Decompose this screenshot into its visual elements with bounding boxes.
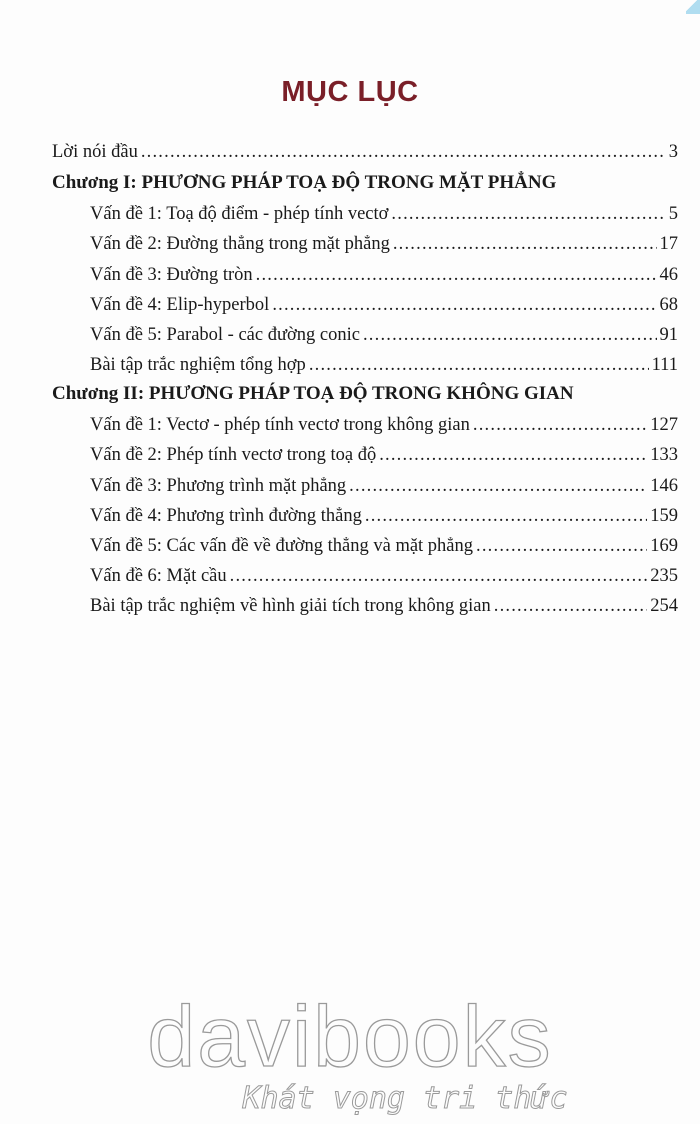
page-title: MỤC LỤC [281,76,419,108]
watermark-slogan-text: Khát vọng tri thức [242,1081,568,1116]
watermark-brand-text: davibooks [147,1000,553,1080]
toc-entry[interactable] [90,534,678,558]
toc-entry-page: 3 [668,142,678,162]
toc-entry-label: Lời nói đầu [52,142,138,162]
dot-leader [272,293,656,317]
toc-entry[interactable] [90,263,678,287]
toc-entry-page: 133 [650,445,678,465]
toc-entry-label: Vấn đề 5: Parabol - các đường conic [90,325,360,345]
toc-entry[interactable] [90,594,678,618]
toc-entry-label: Bài tập trắc nghiệm về hình giải tích trong không gian [90,596,491,616]
dot-leader [476,534,647,558]
toc-entry-page: 46 [659,265,678,285]
dot-leader [393,232,657,256]
toc-entry-page: 146 [650,476,678,496]
chapter-heading-1[interactable]: Chương I: PHƯƠNG PHÁP TOẠ ĐỘ TRONG MẶT PHẲNG [52,172,557,193]
dot-leader [379,443,647,467]
toc-entry-label: Bài tập trắc nghiệm tổng hợp [90,355,306,375]
toc-entry-page: 254 [650,596,678,616]
toc-entry-label: Vấn đề 2: Phép tính vectơ trong toạ độ [90,445,377,465]
dot-leader [473,413,647,437]
toc-entry-label: Vấn đề 3: Đường tròn [90,265,253,285]
toc-entry-page: 91 [659,325,678,345]
dot-leader [363,323,657,347]
chapter-heading-2[interactable]: Chương II: PHƯƠNG PHÁP TOẠ ĐỘ TRONG KHÔNG GIAN [52,383,574,404]
watermark-slogan-graphic [0,1078,700,1118]
dot-leader [230,564,648,588]
toc-entry-label: Vấn đề 5: Các vấn đề về đường thẳng và mặt phẳng [90,536,474,556]
toc-entry-label: Vấn đề 2: Đường thẳng trong mặt phẳng [90,234,390,254]
toc-entry-label: Vấn đề 6: Mặt cầu [90,566,227,586]
toc-entry[interactable] [90,232,678,256]
toc-entry[interactable] [90,564,678,588]
dot-leader [365,504,647,528]
toc-entry[interactable] [90,443,678,467]
page-corner-tab [686,0,700,14]
toc-entry-label: Vấn đề 1: Vectơ - phép tính vectơ trong không gian [90,415,470,435]
toc-entry[interactable] [90,353,678,377]
toc-entry[interactable] [90,202,678,226]
dot-leader [309,353,649,377]
toc-entry[interactable] [90,504,678,528]
dot-leader [494,594,648,618]
toc-entry-label: Vấn đề 1: Toạ độ điểm - phép tính vectơ [90,204,389,224]
toc-entry-page: 111 [651,355,678,375]
dot-leader [256,263,657,287]
watermark-logo [0,1000,700,1080]
toc-entry-page: 127 [650,415,678,435]
toc-entry-label: Vấn đề 4: Elip-hyperbol [90,295,270,315]
toc-entry-page: 68 [659,295,678,315]
dot-leader [349,474,647,498]
toc-entry-page: 159 [650,506,678,526]
toc-entry-label: Vấn đề 4: Phương trình đường thẳng [90,506,362,526]
toc-entry[interactable] [90,474,678,498]
toc-entry-page: 5 [668,204,678,224]
toc-entry-page: 169 [650,536,678,556]
toc-entry-page: 235 [650,566,678,586]
toc-entry[interactable] [90,323,678,347]
toc-entry[interactable] [90,293,678,317]
dot-leader [391,202,665,226]
toc-entry-preface[interactable] [52,140,678,164]
toc-entry-label: Vấn đề 3: Phương trình mặt phẳng [90,476,347,496]
dot-leader [141,140,666,164]
toc-entry[interactable] [90,413,678,437]
toc-entry-page: 17 [659,234,678,254]
